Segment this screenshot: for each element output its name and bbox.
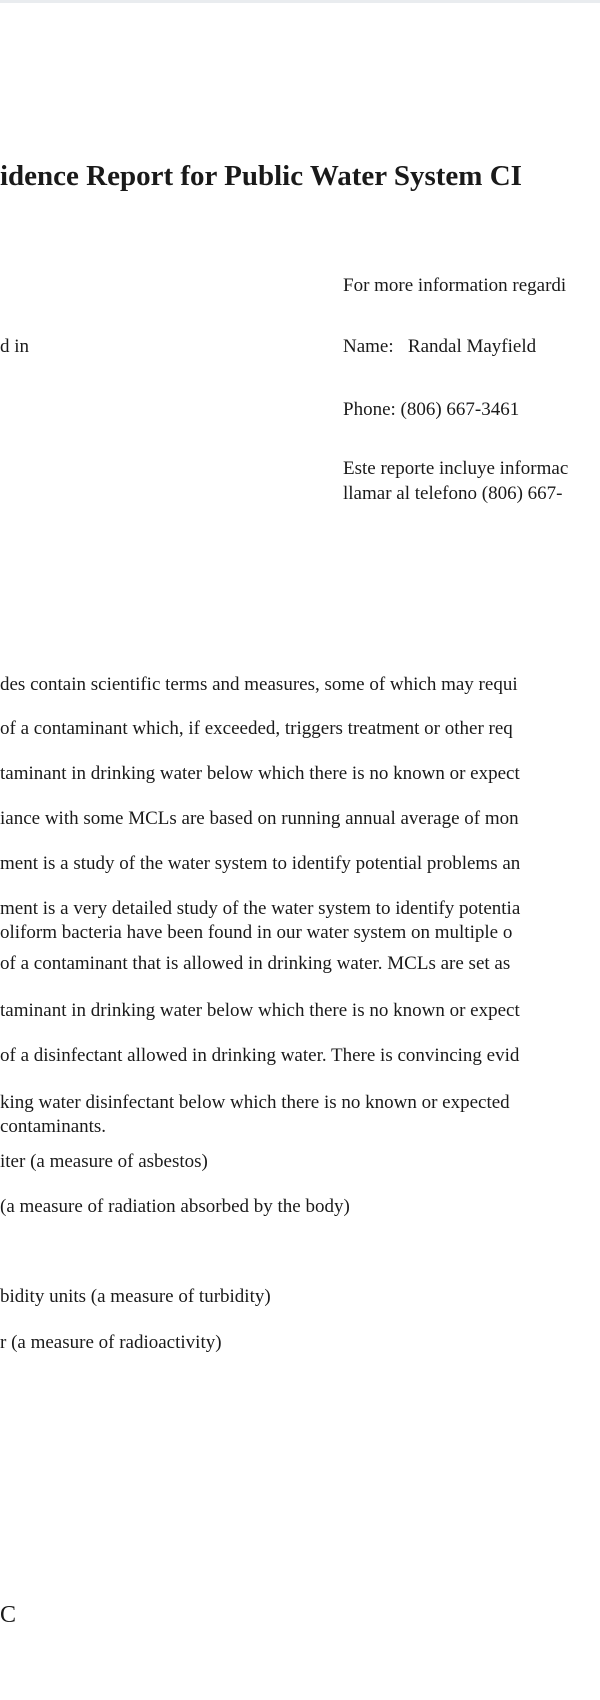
phone-label: Phone:: [343, 399, 396, 420]
contact-name-row: [343, 336, 536, 358]
report-title: idence Report for Public Water System CI: [0, 160, 522, 192]
definition-line: taminant in drinking water below which there is no known or expect: [0, 1000, 520, 1021]
left-text-fragment: d in: [0, 336, 30, 357]
definition-line: king water disinfectant below which there is no known or expected: [0, 1092, 510, 1113]
bottom-text-fragment: C: [0, 1602, 17, 1628]
phone-value: (806) 667-3461: [400, 399, 520, 420]
definition-line: of a disinfectant allowed in drinking water. There is convincing evid: [0, 1045, 520, 1066]
definition-line: of a contaminant which, if exceeded, triggers treatment or other req: [0, 718, 513, 739]
definition-line: iter (a measure of asbestos): [0, 1151, 208, 1172]
scan-top-edge: [0, 0, 600, 3]
definition-line: ment is a very detailed study of the water system to identify potentia: [0, 898, 521, 919]
definition-line: (a measure of radiation absorbed by the body): [0, 1196, 350, 1217]
contact-phone-row: [343, 399, 519, 421]
definition-line: contaminants.: [0, 1116, 107, 1137]
definition-line: taminant in drinking water below which there is no known or expect: [0, 763, 520, 784]
definition-line: oliform bacteria have been found in our water system on multiple o: [0, 922, 513, 943]
spanish-notice-line-1: Este reporte incluye informac: [343, 458, 569, 479]
definition-line: of a contaminant that is allowed in drinking water. MCLs are set as: [0, 953, 511, 974]
definition-line: r (a measure of radioactivity): [0, 1332, 222, 1353]
spanish-notice-line-2: llamar al telefono (806) 667-: [343, 483, 563, 504]
definition-line: bidity units (a measure of turbidity): [0, 1286, 271, 1307]
more-info-text: For more information regardi: [343, 275, 567, 296]
definition-line: iance with some MCLs are based on running annual average of mon: [0, 808, 519, 829]
definition-line: des contain scientific terms and measures, some of which may requi: [0, 674, 518, 695]
name-value: Randal Mayfield: [407, 336, 537, 357]
name-label: Name:: [343, 336, 394, 357]
definition-line: ment is a study of the water system to identify potential problems an: [0, 853, 521, 874]
